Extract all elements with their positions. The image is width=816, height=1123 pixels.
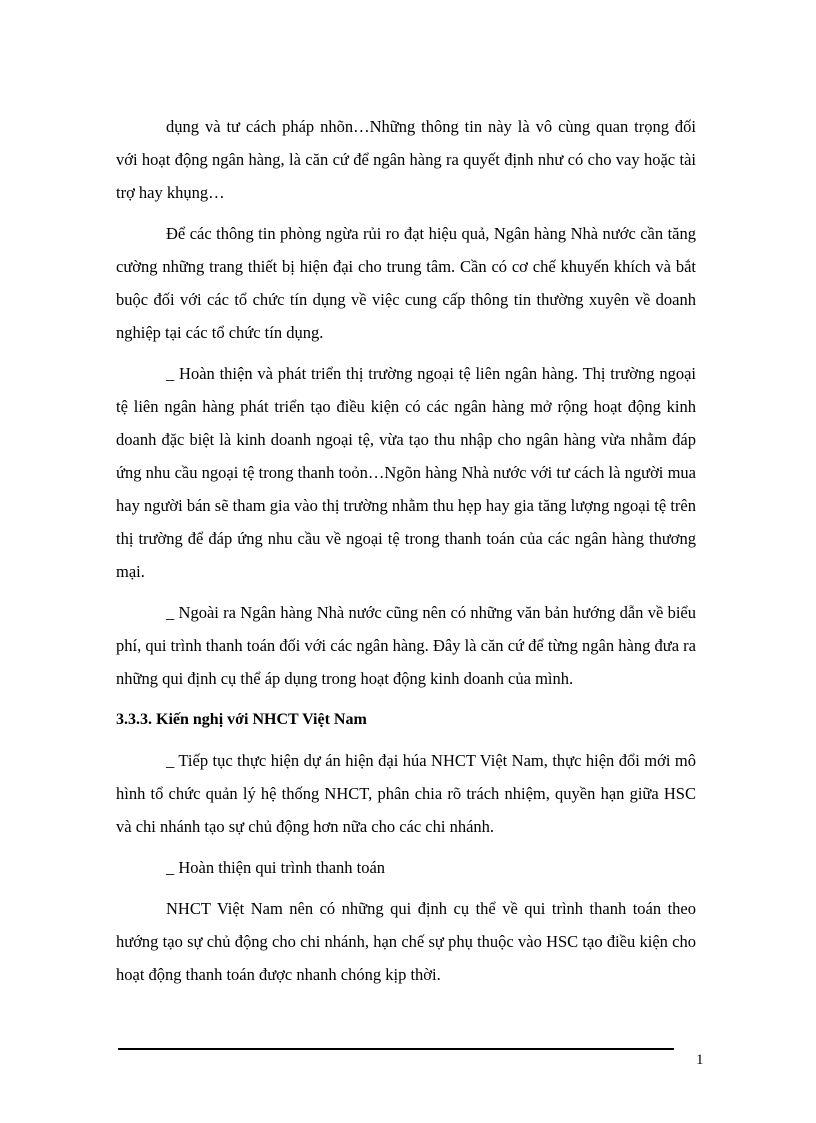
paragraph-4: _ Ngoài ra Ngân hàng Nhà nước cũng nên có những văn bản hướng dẫn về biểu phí, qui trình thanh toán đối với các ngân hàng. Đây là căn cứ để từng ngân hàng đưa ra những qui định cụ thể áp dụng trong hoạt động kinh doanh của mình. (116, 603, 696, 688)
paragraph-5: _ Tiếp tục thực hiện dự án hiện đại húa NHCT Việt Nam, thực hiện đổi mới mô hình tổ chức quản lý hệ thống NHCT, phân chia rõ trách nhiệm, quyền hạn giữa HSC và chi nhánh tạo sự chủ động hơn nữa cho các chi nhánh. (116, 751, 696, 836)
section-heading: 3.3.3. Kiến nghị với NHCT Việt Nam (116, 711, 367, 728)
body-text (116, 110, 696, 999)
paragraph-1: dụng và tư cách pháp nhõn…Những thông tin này là vô cùng quan trọng đối với hoạt động ngân hàng, là căn cứ để ngân hàng ra quyết định như có cho vay hoặc tài trợ hay khụng… (116, 117, 696, 202)
paragraph-7: NHCT Việt Nam nên có những qui định cụ thể về qui trình thanh toán theo hướng tạo sự chủ động cho chi nhánh, hạn chế sự phụ thuộc vào HSC tạo điều kiện cho hoạt động thanh toán được nhanh chóng kịp thời. (116, 899, 696, 984)
page-number: 1 (696, 1052, 704, 1068)
footer-divider (118, 1048, 674, 1050)
paragraph-6: _ Hoàn thiện qui trình thanh toán (166, 858, 386, 877)
paragraph-2: Để các thông tin phòng ngừa rủi ro đạt hiệu quả, Ngân hàng Nhà nước cần tăng cường những trang thiết bị hiện đại cho trung tâm. Cần có cơ chế khuyến khích và bắt buộc đối với các tổ chức tín dụng về việc cung cấp thông tin thường xuyên về doanh nghiệp tại các tổ chức tín dụng. (116, 224, 696, 342)
paragraph-3: _ Hoàn thiện và phát triển thị trường ngoại tệ liên ngân hàng. Thị trường ngoại tệ liên ngân hàng phát triển tạo điều kiện có các ngân hàng mở rộng hoạt động kinh doanh đặc biệt là kinh doanh ngoại tệ, vừa tạo thu nhập cho ngân hàng vừa nhằm đáp ứng nhu cầu ngoại tệ trong thanh toỏn…Ngõn hàng Nhà nước với tư cách là người mua hay người bán sẽ tham gia vào thị trường nhằm thu hẹp hay gia tăng lượng ngoại tệ trên thị trường để đáp ứng nhu cầu về ngoại tệ trong thanh toán của các ngân hàng thương mại. (116, 364, 696, 581)
